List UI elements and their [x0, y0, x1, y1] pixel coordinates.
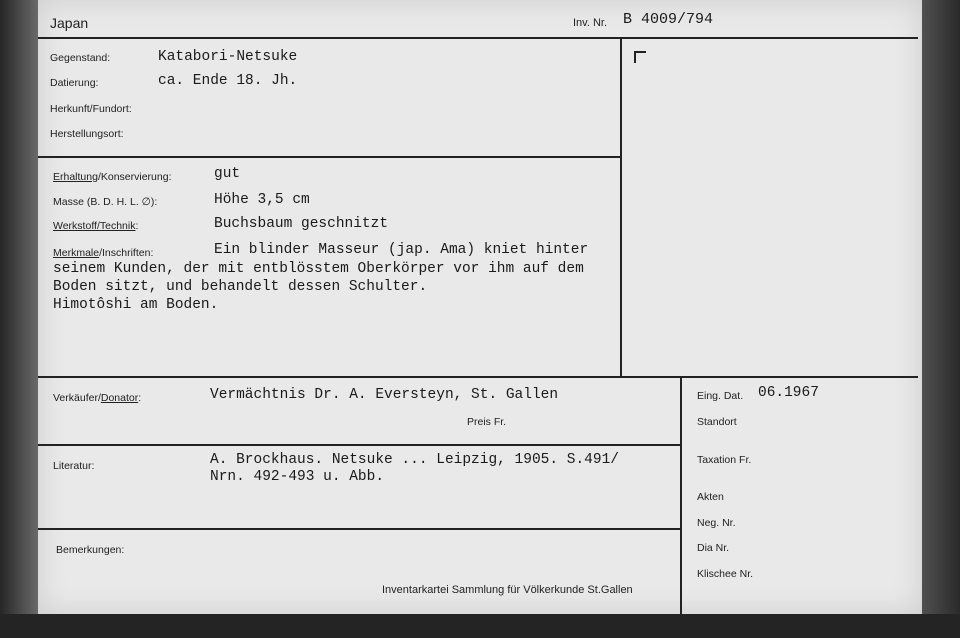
photo-corner-mark	[634, 51, 646, 63]
scan-edge-left	[0, 0, 40, 638]
taxation-label: Taxation Fr.	[697, 454, 752, 466]
herstellungsort-label: Herstellungsort:	[50, 128, 124, 140]
verkaeufer-label-colon: :	[138, 392, 142, 404]
literatur-line-2: Nrn. 492-493 u. Abb.	[210, 469, 385, 485]
akten-label: Akten	[697, 491, 724, 503]
gegenstand-label: Gegenstand:	[50, 52, 111, 64]
rule-right-panel	[620, 37, 622, 378]
masse-value: Höhe 3,5 cm	[214, 192, 310, 208]
footer-imprint: Inventarkartei Sammlung für Völkerkunde St.Gallen	[382, 584, 633, 596]
verkaeufer-label-text: Verkäufer/	[53, 392, 101, 404]
datierung-value: ca. Ende 18. Jh.	[158, 73, 298, 89]
literatur-line-1: A. Brockhaus. Netsuke ... Leipzig, 1905. S.491/	[210, 452, 619, 468]
rule-mid	[38, 156, 622, 158]
inventory-card	[38, 0, 922, 614]
merkmale-line-4: Himotôshi am Boden.	[53, 297, 219, 313]
merkmale-label-rest: /Inschriften:	[99, 247, 154, 259]
klischee-nr-label: Klischee Nr.	[697, 568, 754, 580]
rule-top	[38, 37, 918, 39]
werkstoff-value: Buchsbaum geschnitzt	[214, 216, 389, 232]
merkmale-line-1: Ein blinder Masseur (jap. Ama) kniet hinter	[214, 242, 589, 258]
erhaltung-label-underlined: Erhaltung	[53, 171, 98, 183]
rule-lower	[38, 376, 918, 378]
erhaltung-label-rest: /Konservierung:	[97, 171, 172, 183]
verkaeufer-label	[53, 392, 141, 404]
werkstoff-label-rest: :	[135, 220, 139, 232]
gegenstand-value: Katabori-Netsuke	[158, 49, 298, 65]
merkmale-label	[53, 247, 153, 259]
datierung-label: Datierung:	[50, 77, 99, 89]
inventory-number-label: Inv. Nr.	[573, 17, 608, 29]
merkmale-line-3: Boden sitzt, und behandelt dessen Schulter.	[53, 279, 428, 295]
scan-edge-right	[922, 0, 960, 638]
donator-label: Donator	[100, 392, 139, 404]
erhaltung-value: gut	[214, 166, 241, 182]
rule-bemerkungen	[38, 528, 682, 530]
masse-label: Masse (B. D. H. L. ∅):	[53, 196, 158, 208]
rule-side-panel	[680, 376, 682, 614]
neg-nr-label: Neg. Nr.	[697, 517, 736, 529]
eing-dat-value: 06.1967	[758, 385, 819, 401]
bemerkungen-label: Bemerkungen:	[56, 544, 125, 556]
merkmale-line-2: seinem Kunden, der mit entblösstem Oberkörper vor ihm auf dem	[53, 261, 584, 277]
inventory-number-value: B 4009/794	[623, 11, 714, 28]
literatur-label: Literatur:	[53, 460, 95, 472]
scan-edge-bottom	[0, 614, 960, 638]
erhaltung-label	[53, 171, 172, 183]
rule-literatur	[38, 444, 682, 446]
werkstoff-label-underlined: Werkstoff/Technik	[53, 220, 136, 232]
merkmale-label-underlined: Merkmale	[53, 247, 100, 259]
verkaeufer-value: Vermächtnis Dr. A. Eversteyn, St. Gallen	[210, 387, 559, 403]
herkunft-label: Herkunft/Fundort:	[50, 103, 132, 115]
dia-nr-label: Dia Nr.	[697, 542, 730, 554]
werkstoff-label	[53, 220, 138, 232]
eing-dat-label: Eing. Dat.	[697, 390, 744, 402]
preis-label: Preis Fr.	[467, 416, 507, 428]
standort-label: Standort	[697, 416, 737, 428]
country-label: Japan	[50, 15, 89, 31]
